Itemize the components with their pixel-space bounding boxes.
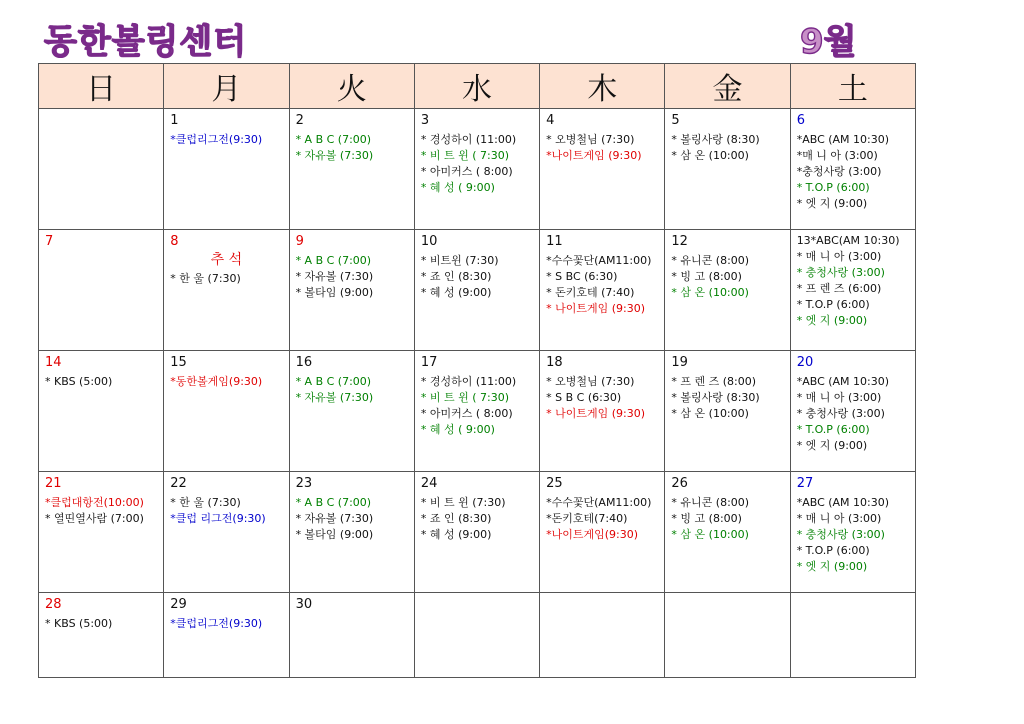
event-entry: *클럽대항전(10:00) — [45, 496, 144, 509]
weekday-tue: 火 — [289, 64, 414, 109]
day-cell — [289, 230, 414, 351]
event-entry: * 빙 고 (8:00) — [671, 512, 742, 525]
day-cell-content — [39, 472, 163, 527]
day-cell-content — [39, 593, 163, 632]
event-entry: * 볼링사랑 (8:30) — [671, 391, 760, 404]
event-entry: * T.O.P (6:00) — [796, 181, 870, 194]
day-number: 12 — [671, 234, 688, 249]
event-entry: * T.O.P (6:00) — [796, 298, 870, 311]
week-row — [39, 109, 916, 230]
weekday-header-row — [39, 64, 916, 109]
day-cell — [540, 230, 665, 351]
week-row — [39, 230, 916, 351]
day-cell — [164, 472, 289, 593]
event-entry: * A B C (7:00) — [295, 496, 372, 509]
day-cell — [164, 109, 289, 230]
event-entry: * 삼 온 (10:00) — [671, 149, 749, 162]
event-entry: * 충청사랑 (3:00) — [796, 266, 885, 279]
event-entry: * 혜 성 ( 9:00) — [420, 423, 495, 436]
event-entry: * 프 렌 즈 (8:00) — [671, 375, 757, 388]
event-entry: * 엣 지 (9:00) — [796, 197, 868, 210]
day-cell-content — [415, 351, 539, 438]
event-entry: * 충청사랑 (3:00) — [796, 407, 885, 420]
event-entry: * 엣 지 (9:00) — [796, 560, 868, 573]
day-cell-content — [540, 351, 664, 422]
day-cell — [540, 472, 665, 593]
month-label: 9월 — [800, 22, 857, 62]
event-entry: *수수꽃단(AM11:00) — [546, 496, 652, 509]
day-cell-content — [791, 230, 915, 329]
day-cell — [289, 109, 414, 230]
event-entry: * S B C (6:30) — [546, 391, 622, 404]
day-cell — [289, 593, 414, 678]
event-entry: * 나이트게임 (9:30) — [546, 302, 646, 315]
event-entry: * 볼타임 (9:00) — [295, 528, 374, 541]
day-number: 17 — [420, 355, 438, 370]
event-entry: * 충청사랑 (3:00) — [796, 528, 885, 541]
event-entry: *수수꽃단(AM11:00) — [546, 254, 652, 267]
event-entry: * 자유볼 (7:30) — [295, 391, 374, 404]
event-entry: *ABC (AM 10:30) — [796, 496, 890, 509]
weekday-fri: 金 — [665, 64, 790, 109]
day-cell — [665, 351, 790, 472]
day-cell — [540, 351, 665, 472]
event-entry: * 나이트게임 (9:30) — [546, 407, 646, 420]
event-entry: 13*ABC(AM 10:30) — [796, 234, 900, 247]
event-entry: *클럽 리그전(9:30) — [170, 512, 266, 525]
event-entry: * 오병철님 (7:30) — [546, 133, 635, 146]
day-number: 5 — [671, 113, 680, 128]
event-entry: * 비 트 윈 (7:30) — [420, 496, 506, 509]
day-cell — [540, 593, 665, 678]
event-entry: * 자유볼 (7:30) — [295, 149, 374, 162]
event-entry: *ABC (AM 10:30) — [796, 133, 890, 146]
day-cell — [665, 109, 790, 230]
event-entry: * A B C (7:00) — [295, 375, 372, 388]
day-number: 6 — [796, 113, 805, 128]
day-cell — [39, 593, 164, 678]
event-entry: * 혜 성 ( 9:00) — [420, 181, 495, 194]
day-cell-content — [164, 109, 288, 148]
event-entry: * 경성하이 (11:00) — [420, 133, 517, 146]
day-cell-content — [791, 351, 915, 454]
day-cell — [164, 230, 289, 351]
event-entry: * 볼타임 (9:00) — [295, 286, 374, 299]
day-cell — [289, 472, 414, 593]
day-number: 16 — [295, 355, 313, 370]
day-cell — [414, 230, 539, 351]
day-number: 28 — [45, 597, 62, 612]
calendar-table — [38, 63, 916, 678]
day-cell — [790, 593, 915, 678]
day-cell — [414, 351, 539, 472]
event-entry: * 비 트 윈 ( 7:30) — [420, 391, 509, 404]
event-entry: * S BC (6:30) — [546, 270, 618, 283]
day-cell — [39, 109, 164, 230]
day-number: 27 — [796, 476, 814, 491]
day-cell-content — [665, 351, 789, 422]
day-number: 14 — [45, 355, 62, 370]
day-cell — [39, 230, 164, 351]
day-cell-content — [665, 109, 789, 164]
event-entry: * A B C (7:00) — [295, 254, 372, 267]
event-entry: *돈키호테(7:40) — [546, 512, 628, 525]
event-entry: * 프 렌 즈 (6:00) — [796, 282, 882, 295]
day-cell — [665, 230, 790, 351]
day-cell-content — [290, 472, 414, 543]
event-entry: *클럽리그전(9:30) — [170, 133, 263, 146]
day-cell-content — [290, 230, 414, 301]
day-cell-content — [415, 472, 539, 543]
day-number: 3 — [420, 113, 430, 128]
day-cell-content — [540, 230, 664, 317]
day-cell — [790, 230, 915, 351]
event-entry: * A B C (7:00) — [295, 133, 372, 146]
event-entry: * 엣 지 (9:00) — [796, 314, 868, 327]
day-cell — [414, 109, 539, 230]
day-cell — [39, 351, 164, 472]
event-entry: * 비트윈 (7:30) — [420, 254, 499, 267]
event-entry: *동한볼게임(9:30) — [170, 375, 263, 388]
event-entry: * 죠 인 (8:30) — [420, 512, 492, 525]
event-entry: * 혜 성 (9:00) — [420, 286, 492, 299]
day-number: 26 — [671, 476, 688, 491]
event-entry: * 비 트 윈 ( 7:30) — [420, 149, 509, 162]
event-entry: * 한 울 (7:30) — [170, 272, 241, 285]
event-entry: * KBS (5:00) — [45, 617, 113, 630]
event-entry: *나이트게임(9:30) — [546, 528, 639, 541]
day-cell-content — [290, 593, 414, 616]
day-cell — [164, 351, 289, 472]
day-number: 23 — [295, 476, 313, 491]
event-entry: * 엣 지 (9:00) — [796, 439, 868, 452]
event-entry: * 볼링사랑 (8:30) — [671, 133, 760, 146]
day-cell — [665, 472, 790, 593]
day-cell-content — [164, 351, 288, 390]
day-cell-content — [791, 472, 915, 575]
day-number: 10 — [420, 234, 438, 249]
day-cell — [665, 593, 790, 678]
day-number: 21 — [45, 476, 62, 491]
event-entry: * 한 울 (7:30) — [170, 496, 241, 509]
event-entry: * 경성하이 (11:00) — [420, 375, 517, 388]
week-row — [39, 351, 916, 472]
day-number: 4 — [546, 113, 555, 128]
event-entry: * T.O.P (6:00) — [796, 544, 870, 557]
weekday-mon: 月 — [164, 64, 289, 109]
day-cell — [414, 593, 539, 678]
event-entry: * 자유볼 (7:30) — [295, 512, 374, 525]
holiday-label: 추 석 — [210, 252, 243, 268]
day-cell-content — [415, 230, 539, 301]
day-number: 24 — [420, 476, 438, 491]
event-entry: * 삼 온 (10:00) — [671, 528, 749, 541]
event-entry: *충청사랑 (3:00) — [796, 165, 882, 178]
weekday-sun: 日 — [39, 64, 164, 109]
day-cell-content — [290, 109, 414, 164]
week-row — [39, 593, 916, 678]
page-title: 동한볼링센터 — [44, 22, 248, 62]
day-number: 22 — [170, 476, 187, 491]
day-cell-content — [540, 109, 664, 164]
day-cell — [540, 109, 665, 230]
day-number: 29 — [170, 597, 187, 612]
event-entry: * 아미커스 ( 8:00) — [420, 165, 513, 178]
day-cell-content — [665, 230, 789, 301]
event-entry: * 혜 성 (9:00) — [420, 528, 492, 541]
event-entry: * 아미커스 ( 8:00) — [420, 407, 513, 420]
event-entry: * 유니콘 (8:00) — [671, 254, 750, 267]
day-cell — [39, 472, 164, 593]
day-cell-content — [791, 109, 915, 212]
day-cell — [289, 351, 414, 472]
event-entry: * 오병철님 (7:30) — [546, 375, 635, 388]
day-cell-content — [665, 472, 789, 543]
day-cell-content — [39, 230, 163, 253]
weekday-thu: 木 — [540, 64, 665, 109]
event-entry: * 죠 인 (8:30) — [420, 270, 492, 283]
day-cell-content — [164, 472, 288, 527]
day-number: 11 — [546, 234, 563, 249]
day-cell — [164, 593, 289, 678]
day-number: 30 — [295, 597, 313, 612]
event-entry: *클럽리그전(9:30) — [170, 617, 263, 630]
event-entry: * 유니콘 (8:00) — [671, 496, 750, 509]
day-number: 1 — [170, 113, 179, 128]
event-entry: * 매 니 아 (3:00) — [796, 391, 882, 404]
day-cell — [790, 109, 915, 230]
weekday-sat: 土 — [790, 64, 915, 109]
day-number: 2 — [295, 113, 304, 128]
weekday-wed: 水 — [414, 64, 539, 109]
day-number: 7 — [45, 234, 54, 249]
event-entry: *매 니 아 (3:00) — [796, 149, 878, 162]
event-entry: * KBS (5:00) — [45, 375, 113, 388]
calendar-body — [39, 109, 916, 678]
event-entry: * T.O.P (6:00) — [796, 423, 870, 436]
day-cell-content — [540, 472, 664, 543]
event-entry: * 삼 온 (10:00) — [671, 407, 749, 420]
day-cell-content — [164, 230, 288, 287]
day-cell-content — [164, 593, 288, 632]
event-entry: * 매 니 아 (3:00) — [796, 250, 882, 263]
day-cell-content — [290, 351, 414, 406]
day-number: 8 — [170, 234, 179, 249]
event-entry: *나이트게임 (9:30) — [546, 149, 642, 162]
day-number: 19 — [671, 355, 688, 370]
day-number: 25 — [546, 476, 563, 491]
day-number: 15 — [170, 355, 187, 370]
event-entry: * 돈키호테 (7:40) — [546, 286, 635, 299]
day-cell — [414, 472, 539, 593]
day-cell — [790, 472, 915, 593]
day-cell-content — [415, 109, 539, 196]
event-entry: *ABC (AM 10:30) — [796, 375, 890, 388]
event-entry: * 열띤열사람 (7:00) — [45, 512, 144, 525]
day-number: 20 — [796, 355, 814, 370]
day-cell-content — [39, 351, 163, 390]
event-entry: * 매 니 아 (3:00) — [796, 512, 882, 525]
event-entry: * 삼 온 (10:00) — [671, 286, 749, 299]
event-entry: * 자유볼 (7:30) — [295, 270, 374, 283]
day-cell — [790, 351, 915, 472]
day-number: 9 — [295, 234, 304, 249]
event-entry: * 빙 고 (8:00) — [671, 270, 742, 283]
week-row — [39, 472, 916, 593]
day-number: 18 — [546, 355, 563, 370]
